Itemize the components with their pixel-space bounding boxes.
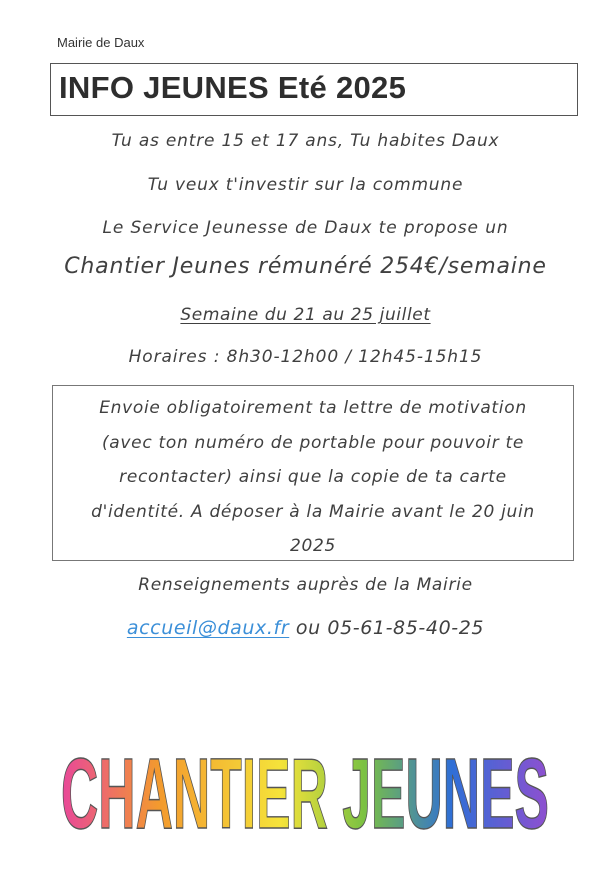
invest-line: Tu veux t'investir sur la commune — [147, 175, 464, 195]
hours-line: Horaires : 8h30-12h00 / 12h45-15h15 — [128, 347, 483, 367]
notice-text — [57, 391, 569, 564]
contact-separator: ou — [295, 617, 321, 639]
chantier-jeunes-banner — [0, 690, 611, 840]
notice-line-1: Envoie obligatoirement ta lettre de motivation — [99, 398, 527, 418]
banner-text: CHANTIER JEUNES — [61, 738, 549, 840]
age-line: Tu as entre 15 et 17 ans, Tu habites Daux — [111, 131, 500, 151]
title-box — [50, 63, 578, 116]
offer-line: Chantier Jeunes rémunéré 254€/semaine — [64, 254, 547, 279]
notice-box — [52, 385, 574, 561]
notice-line-5: 2025 — [289, 536, 337, 556]
notice-line-4: d'identité. A déposer à la Mairie avant le 20 juin — [91, 501, 535, 522]
contact-info: Renseignements auprès de la Mairie — [138, 575, 473, 595]
email-link[interactable]: accueil@daux.fr — [126, 617, 290, 639]
header-org: Mairie de Daux — [57, 35, 145, 50]
week-text: Semaine du 21 au 25 juillet — [180, 305, 431, 325]
notice-line-2: (avec ton numéro de portable pour pouvoir te — [101, 432, 525, 453]
page-title: INFO JEUNES Eté 2025 — [59, 70, 407, 105]
phone-number: 05-61-85-40-25 — [327, 617, 485, 639]
week-line — [0, 305, 611, 325]
notice-line-3: recontacter) ainsi que la copie de ta carte — [119, 467, 507, 487]
service-line: Le Service Jeunesse de Daux te propose un — [102, 218, 509, 238]
contact-line — [0, 617, 611, 639]
